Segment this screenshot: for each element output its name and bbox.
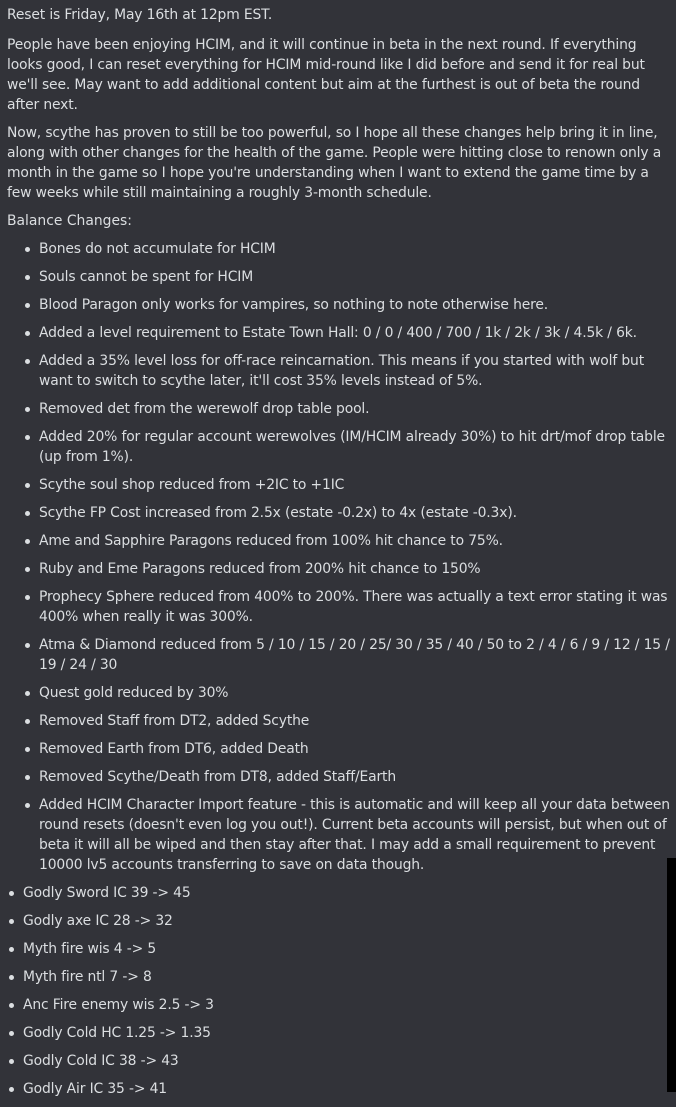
announcement-message [7,5,676,1107]
godly-changes-list [7,883,676,1099]
bullet-icon [25,775,30,780]
list-item: Myth fire ntl 7 -> 8 [7,967,676,987]
bullet-icon [25,331,30,336]
bullet-icon [25,643,30,648]
list-item: Removed Staff from DT2, added Scythe [23,711,676,731]
list-item: Scythe soul shop reduced from +2IC to +1IC [23,475,676,495]
bullet-icon [25,567,30,572]
bullet-icon [9,947,14,952]
bullet-icon [25,359,30,364]
list-item: Ame and Sapphire Paragons reduced from 100% hit chance to 75%. [23,531,676,551]
list-item: Godly axe IC 28 -> 32 [7,911,676,931]
list-item: Bones do not accumulate for HCIM [23,239,676,259]
scrollbar[interactable] [667,858,676,1092]
bullet-icon [25,303,30,308]
bullet-icon [9,1003,14,1008]
list-item: Godly Sword IC 39 -> 45 [7,883,676,903]
bullet-icon [25,407,30,412]
list-item: Removed det from the werewolf drop table pool. [23,399,676,419]
bullet-icon [25,483,30,488]
bullet-icon [9,1059,14,1064]
list-item: Godly Cold HC 1.25 -> 1.35 [7,1023,676,1043]
bullet-icon [9,1031,14,1036]
bullet-icon [9,1087,14,1092]
list-item: Added 20% for regular account werewolves (IM/HCIM already 30%) to hit drt/mof drop table (up from 1%). [23,427,676,467]
bullet-icon [9,975,14,980]
bullet-icon [25,747,30,752]
list-item: Blood Paragon only works for vampires, so nothing to note otherwise here. [23,295,676,315]
list-item: Atma & Diamond reduced from 5 / 10 / 15 / 20 / 25/ 30 / 35 / 40 / 50 to 2 / 4 / 6 / 9 / 12 / 15 / 19 / 24 / 30 [23,635,676,675]
hcim-paragraph: People have been enjoying HCIM, and it will continue in beta in the next round. If everything looks good, I can reset everything for HCIM mid-round like I did before and send it for real but we'll see. May want to add additional content but aim at the furthest is out of beta the round after next. [7,37,645,113]
bullet-icon [25,803,30,808]
list-item: Quest gold reduced by 30% [23,683,676,703]
reset-line: Reset is Friday, May 16th at 12pm EST. [7,7,273,23]
list-item: Added a 35% level loss for off-race reincarnation. This means if you started with wolf but want to switch to scythe later, it'll cost 35% levels instead of 5%. [23,351,676,391]
list-item: Souls cannot be spent for HCIM [23,267,676,287]
list-item: Added HCIM Character Import feature - this is automatic and will keep all your data between round resets (doesn't even log you out!). Current beta accounts will persist, but when out of beta it will all be wiped and then stay after that. I may add a small requirement to prevent 10000 lv5 accounts transferring to save on data though. [23,795,676,875]
bullet-icon [25,539,30,544]
bullet-icon [25,435,30,440]
list-item: Added a level requirement to Estate Town Hall: 0 / 0 / 400 / 700 / 1k / 2k / 3k / 4.5k / 6k. [23,323,676,343]
list-item: Prophecy Sphere reduced from 400% to 200%. There was actually a text error stating it was 400% when really it was 300%. [23,587,676,627]
scythe-paragraph: Now, scythe has proven to still be too powerful, so I hope all these changes help bring it in line, along with other changes for the health of the game. People were hitting close to renown only a month in the game so I hope you're understanding when I want to extend the game time by a few weeks while still maintaining a roughly 3-month schedule. [7,125,662,201]
balance-changes-label: Balance Changes: [7,213,132,229]
list-item: Removed Earth from DT6, added Death [23,739,676,759]
balance-changes-list [7,239,676,875]
bullet-icon [25,691,30,696]
bullet-icon [9,891,14,896]
bullet-icon [25,719,30,724]
bullet-icon [25,595,30,600]
bullet-icon [25,275,30,280]
list-item: Godly Cold IC 38 -> 43 [7,1051,676,1071]
list-item: Ruby and Eme Paragons reduced from 200% hit chance to 150% [23,559,676,579]
bullet-icon [25,511,30,516]
list-item: Scythe FP Cost increased from 2.5x (estate -0.2x) to 4x (estate -0.3x). [23,503,676,523]
list-item: Removed Scythe/Death from DT8, added Staff/Earth [23,767,676,787]
list-item: Anc Fire enemy wis 2.5 -> 3 [7,995,676,1015]
bullet-icon [9,919,14,924]
list-item: Myth fire wis 4 -> 5 [7,939,676,959]
list-item: Godly Air IC 35 -> 41 [7,1079,676,1099]
bullet-icon [25,247,30,252]
